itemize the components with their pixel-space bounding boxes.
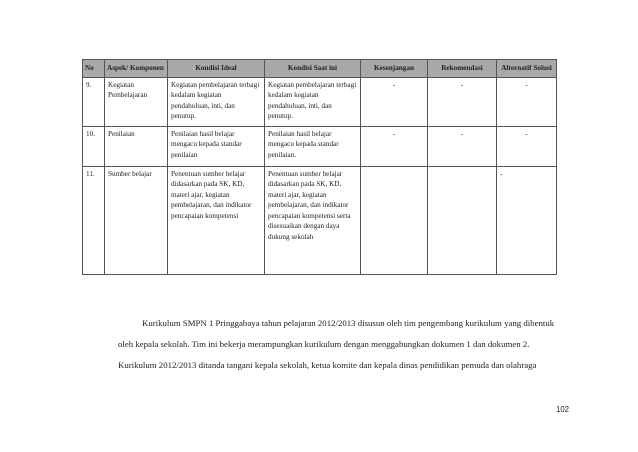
cell-alternatif-solusi: - [497, 167, 557, 275]
page-number: 102 [556, 405, 570, 414]
cell-alternatif-solusi: - [497, 78, 557, 127]
header-alternatif-solusi: Alternatif Solusi [497, 60, 557, 78]
cell-kondisi-saat-ini: Penilaian hasil belajar mengacu kepada standar penilaian. [265, 127, 361, 167]
cell-rekomendasi [428, 167, 497, 275]
cell-no: 9. [83, 78, 105, 127]
cell-rekomendasi: - [428, 127, 497, 167]
header-no: No [83, 60, 105, 78]
cell-rekomendasi: - [428, 78, 497, 127]
cell-kondisi-saat-ini: Penentuan sumber belajar didasarkan pada SK, KD, materi ajar, kegiatan pembelajaran, dan indikator pencapaian kompetensi serta disesuaikan dengan daya dukung sekolah [265, 167, 361, 275]
cell-no: 11. [83, 167, 105, 275]
cell-kesenjangan [361, 167, 428, 275]
table-row [83, 167, 557, 275]
header-kesenjangan: Kesenjangan [361, 60, 428, 78]
table-row [83, 127, 557, 167]
cell-aspek: Kegiatan Pembelajaran [105, 78, 168, 127]
cell-kondisi-saat-ini: Kegiatan pembelajaran terbagi kedalam kegiatan pendahuluan, inti, dan penutup. [265, 78, 361, 127]
header-kondisi-saat-ini: Kondisi Saat ini [265, 60, 361, 78]
cell-aspek: Sumber belajar [105, 167, 168, 275]
header-aspek: Aspek/ Komponen [105, 60, 168, 78]
cell-kondisi-ideal: Penentuan sumber belajar didasarkan pada SK, KD, materi ajar, kegiatan pembelajaran, dan indikator pencapaian kompetensi [168, 167, 265, 275]
cell-kesenjangan: - [361, 127, 428, 167]
cell-kondisi-ideal: Penilaian hasil belajar mengacu kepada standar penilaian [168, 127, 265, 167]
cell-alternatif-solusi: - [497, 127, 557, 167]
table-header-row [83, 60, 557, 78]
header-kondisi-ideal: Kondisi Ideal [168, 60, 265, 78]
cell-kesenjangan: - [361, 78, 428, 127]
header-rekomendasi: Rekomendasi [428, 60, 497, 78]
cell-kondisi-ideal: Kegiatan pembelajaran terbagi kedalam kegiatan pendahuluan, inti, dan penutup. [168, 78, 265, 127]
paragraph-line: oleh kepala sekolah. Tim ini bekerja merampungkan kurikulum dengan menggabungkan dokumen 1 dan dokumen 2. [118, 339, 530, 349]
cell-no: 10. [83, 127, 105, 167]
paragraph-line: Kurikulum SMPN 1 Pringgabaya tahun pelajaran 2012/2013 disusun oleh tim pengembang kurikulum yang dibentuk [142, 318, 555, 328]
table-row [83, 78, 557, 127]
evaluation-table [82, 59, 557, 275]
cell-aspek: Penilaian [105, 127, 168, 167]
paragraph-line: Kurikulum 2012/2013 ditanda tangani kepala sekolah, ketua komite dan kepala dinas pendidikan pemuda dan olahraga [118, 360, 537, 370]
